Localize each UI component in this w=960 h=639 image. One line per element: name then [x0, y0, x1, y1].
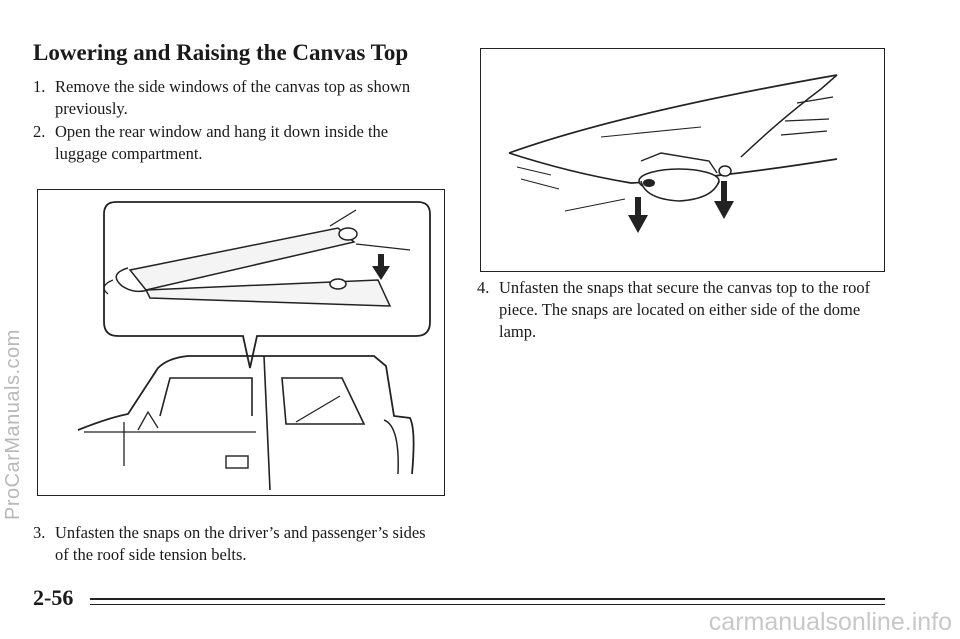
- dome-lamp-figure: [480, 48, 885, 272]
- step-1: [33, 76, 413, 120]
- dome-lamp-illustration: [481, 49, 884, 271]
- step-3: [33, 522, 433, 566]
- page-number: 2-56: [33, 585, 74, 610]
- step-text: Open the rear window and hang it down inside the luggage compartment.: [55, 122, 389, 163]
- step-number: 4.: [477, 278, 490, 297]
- step-number: 1.: [33, 77, 46, 96]
- step-4: [477, 277, 887, 343]
- step-text: Unfasten the snaps on the driver’s and passenger’s sides of the roof side tension belts.: [55, 523, 426, 564]
- bottom-watermark: carmanualsonline.info: [708, 608, 952, 636]
- tension-belt-illustration: [38, 190, 444, 495]
- page-title: Lowering and Raising the Canvas Top: [33, 40, 409, 65]
- side-watermark: ProCarManuals.com: [2, 329, 24, 520]
- step-text: Remove the side windows of the canvas top as shown previously.: [55, 77, 411, 118]
- footer-rule-top: [90, 598, 885, 600]
- step-text: Unfasten the snaps that secure the canvas top to the roof piece. The snaps are located on either side of the dome lamp.: [499, 278, 871, 341]
- step-number: 2.: [33, 122, 46, 141]
- tension-belt-figure: [37, 189, 445, 496]
- footer-rule-bottom: [90, 604, 885, 605]
- step-number: 3.: [33, 523, 46, 542]
- step-2: [33, 121, 423, 165]
